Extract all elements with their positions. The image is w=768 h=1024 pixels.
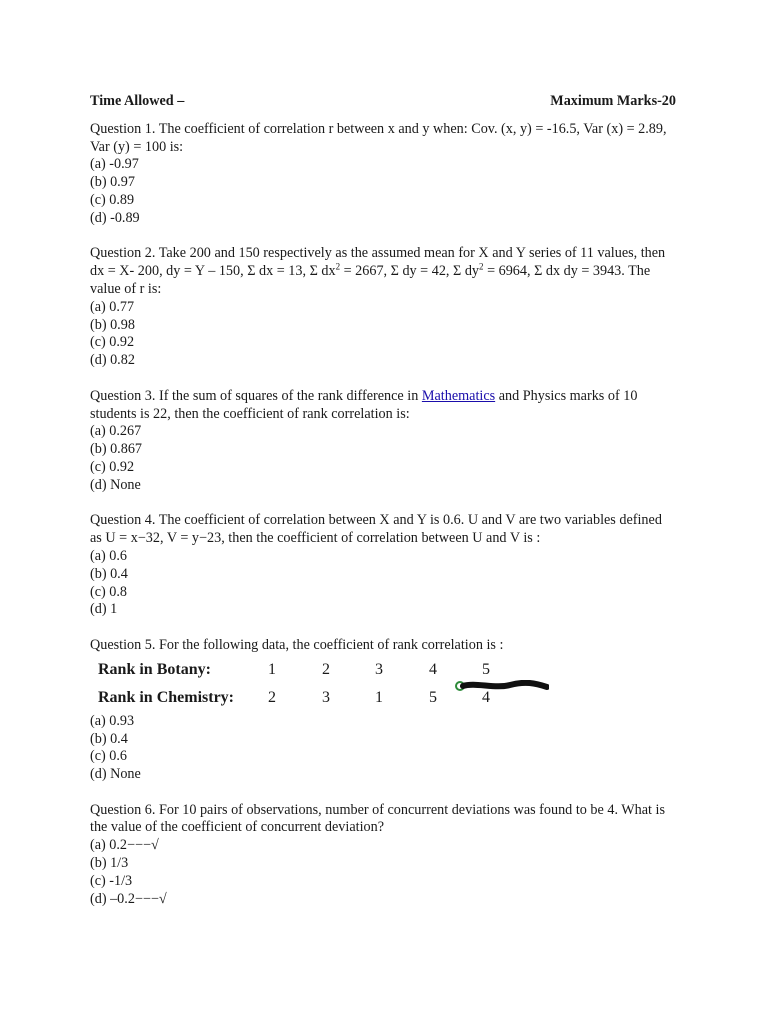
time-allowed-label: Time Allowed – (90, 93, 185, 109)
question-2-option-d: (d) 0.82 (90, 352, 135, 369)
question-1-option-a: (a) -0.97 (90, 156, 139, 173)
question-5-text: Question 5. For the following data, the coefficient of rank correlation is : (90, 636, 504, 653)
question-3-text-after: and Physics marks of 10 students is 22, then the coefficient of rank correlation is: (90, 387, 638, 422)
question-6-option-b: (b) 1/3 (90, 855, 129, 872)
question-2 (90, 245, 676, 370)
question-2-option-b: (b) 0.98 (90, 316, 135, 333)
rank-cell: 5 (482, 660, 490, 678)
rank-cell: 3 (375, 660, 383, 678)
question-1-option-c: (c) 0.89 (90, 191, 135, 208)
question-3-option-b: (b) 0.867 (90, 441, 143, 458)
rank-row-label: Rank in Botany: (98, 660, 211, 678)
question-5-option-b: (b) 0.4 (90, 730, 128, 747)
rank-cell: 4 (429, 660, 437, 678)
rank-cell: 1 (268, 660, 276, 678)
question-2-text-part2: = 2667, Σ dy = 42, Σ dy (340, 263, 480, 280)
question-5-option-a: (a) 0.93 (90, 712, 135, 729)
question-4 (90, 512, 676, 619)
mathematics-link[interactable]: Mathematics (421, 387, 496, 404)
rank-cell: 4 (482, 688, 490, 706)
question-1-text: Question 1. The coefficient of correlation r between x and y when: Cov. (x, y) = -16.5, Var (x) = 2.89, Var (y) = 100 is: (90, 120, 667, 155)
question-6-text: Question 6. For 10 pairs of observations, number of concurrent deviations was found to be 4. What is the value of the coefficient of concurrent deviation? (90, 801, 666, 836)
header (90, 93, 676, 111)
question-2-text-part3: = 6964, Σ dx dy = 3943. The value of r is: (90, 263, 651, 297)
rank-cell: 2 (268, 688, 276, 706)
question-3-text-before: Question 3. If the sum of squares of the rank difference in (90, 387, 422, 404)
question-4-text: Question 4. The coefficient of correlation between X and Y is 0.6. U and V are two variables defined as U = x−32, V = y−23, then the coefficient of correlation between U and V is : (90, 512, 662, 547)
question-3-option-d: (d) None (90, 476, 141, 493)
maximum-marks-label: Maximum Marks-20 (550, 93, 676, 109)
question-4-option-d: (d) 1 (90, 601, 118, 618)
question-1-option-b: (b) 0.97 (90, 174, 135, 191)
question-4-option-b: (b) 0.4 (90, 565, 128, 582)
question-6 (90, 802, 676, 909)
document-page (90, 93, 676, 926)
rank-cell: 3 (322, 688, 330, 706)
question-1-option-d: (d) -0.89 (90, 209, 140, 226)
question-2-text (90, 245, 676, 298)
question-3-text (90, 388, 676, 424)
question-6-option-d: (d) –0.2−−−√ (90, 890, 167, 907)
question-2-option-c: (c) 0.92 (90, 334, 135, 351)
question-3-option-c: (c) 0.92 (90, 458, 135, 475)
rank-cell: 2 (322, 660, 330, 678)
rank-cell: 5 (429, 688, 437, 706)
question-1 (90, 121, 676, 228)
question-2-text-part1: Question 2. Take 200 and 150 respectively as the assumed mean for X and Y series of 11 values, then dx = X- 200, dy = Y – 150, Σ dx = 13, Σ dx (90, 245, 666, 280)
superscript: 2 (335, 261, 341, 272)
question-6-option-a: (a) 0.2−−−√ (90, 837, 159, 854)
rank-cell: 1 (375, 688, 383, 706)
rank-table-image (90, 659, 560, 711)
question-6-option-c: (c) -1/3 (90, 872, 133, 889)
question-2-option-a: (a) 0.77 (90, 298, 135, 315)
question-5 (90, 637, 676, 784)
question-5-option-c: (c) 0.6 (90, 748, 128, 765)
rank-row-label: Rank in Chemistry: (98, 688, 235, 706)
question-4-option-c: (c) 0.8 (90, 583, 128, 600)
scribble-mark (455, 680, 549, 692)
question-3 (90, 388, 676, 495)
question-5-option-d: (d) None (90, 766, 141, 783)
superscript: 2 (479, 261, 484, 272)
question-3-option-a: (a) 0.267 (90, 423, 142, 440)
question-4-option-a: (a) 0.6 (90, 547, 128, 564)
